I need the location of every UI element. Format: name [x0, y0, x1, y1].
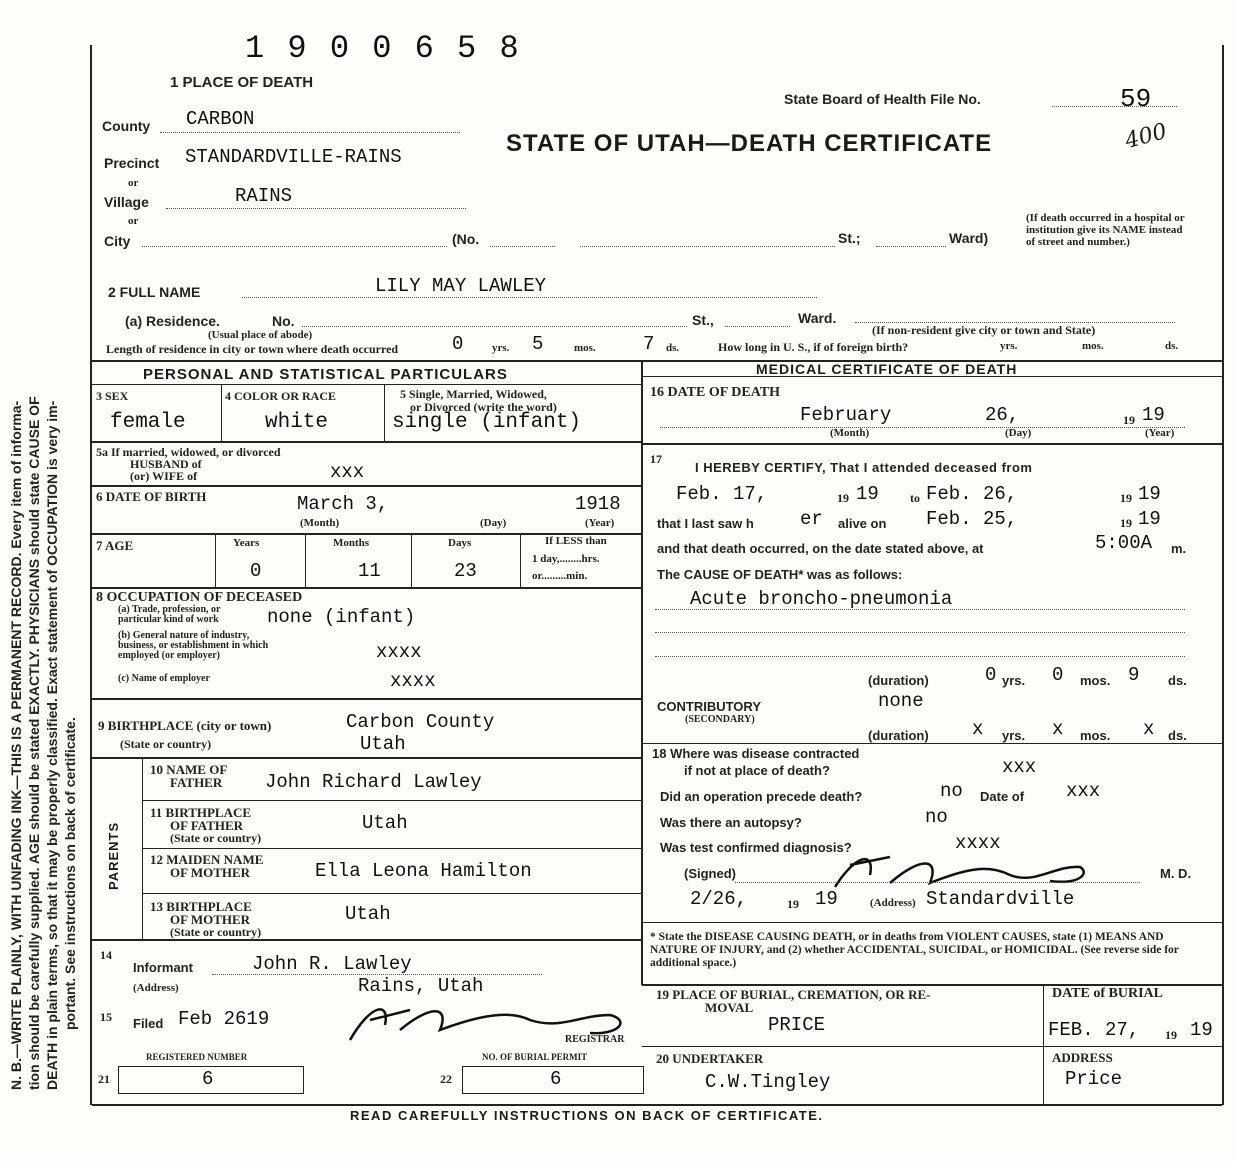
- dur2-yrs-label: yrs.: [1002, 728, 1026, 743]
- usual-place-note: (Usual place of abode): [208, 329, 313, 341]
- dur-yrs-label: yrs.: [1002, 673, 1026, 688]
- place-of-death-label: 1 PLACE OF DEATH: [170, 74, 314, 91]
- death-year: 19: [1142, 404, 1165, 426]
- dur2-mos-value: x: [1052, 718, 1064, 740]
- or-2: or: [128, 215, 139, 227]
- birthplace-state-caption: (State or country): [120, 737, 212, 751]
- from-year: 19: [856, 483, 879, 505]
- corner-note: 400: [1122, 118, 1170, 155]
- certify-text: I HEREBY CERTIFY, That I attended deceased from: [695, 460, 1033, 475]
- length-yrs-value: 0: [452, 333, 464, 355]
- dur-mos-value: 0: [1052, 664, 1064, 686]
- operation-label: Did an operation precede death?: [660, 789, 863, 804]
- alive-year: 19: [1138, 508, 1161, 530]
- spouse-value: xxx: [330, 461, 365, 483]
- color-value: white: [265, 411, 329, 434]
- city-label: City: [104, 233, 131, 249]
- burial-address-label: ADDRESS: [1052, 1050, 1113, 1065]
- signed-address-label: (Address): [870, 897, 916, 909]
- length-residence-label: Length of residence in city or town where death occurred: [106, 342, 399, 356]
- age-months: 11: [358, 560, 381, 582]
- dob-month: March 3,: [297, 493, 389, 515]
- signed-label: (Signed): [684, 866, 736, 881]
- length-ds-value: 7: [643, 333, 655, 355]
- signed-year-prefix: 19: [787, 897, 799, 911]
- village-label: Village: [104, 194, 149, 210]
- last-saw-label: that I last saw h: [657, 516, 754, 531]
- spouse-label-3: (or) WIFE of: [130, 469, 198, 483]
- duration-label-2: (duration): [868, 728, 929, 743]
- sex-label: 3 SEX: [96, 389, 129, 403]
- father-birthplace-label-3: (State or country): [170, 831, 262, 845]
- date-of-label: Date of: [980, 789, 1025, 804]
- burial-prefix: 22: [440, 1072, 452, 1086]
- death-day-caption: (Day): [1005, 427, 1032, 439]
- contributory-label: CONTRIBUTORY: [657, 699, 761, 714]
- m-label: m.: [1171, 541, 1187, 556]
- undertaker-value: C.W.Tingley: [705, 1071, 831, 1093]
- certificate-title: STATE OF UTAH—DEATH CERTIFICATE: [506, 130, 993, 157]
- dob-year: 1918: [575, 493, 621, 515]
- mother-label-1: 12 MAIDEN NAME: [150, 852, 264, 867]
- dur2-mos-label: mos.: [1080, 728, 1111, 743]
- secondary-label: (SECONDARY): [685, 714, 755, 725]
- signed-date: 2/26,: [690, 888, 748, 910]
- frame-right: [1222, 45, 1224, 1105]
- contracted-label-2: if not at place of death?: [684, 763, 830, 778]
- medical-footnote: * State the DISEASE CAUSING DEATH, or in deaths from VIOLENT CAUSES, state (1) MEANS AND NATURE OF INJURY, and (2) whether ACCIDENTAL, SUICIDAL, or HOMICIDAL. (See reverse side for additional space.): [650, 931, 1179, 969]
- to-year-prefix: 19: [1120, 491, 1132, 505]
- length-yrs: yrs.: [492, 342, 510, 354]
- length-mos-value: 5: [532, 333, 544, 355]
- dur2-ds-value: x: [1143, 718, 1155, 740]
- dob-day-caption: (Day): [480, 517, 507, 529]
- sidebar-line-4: portant. See instructions on back of certificate.: [62, 717, 78, 1030]
- informant-label: Informant: [133, 960, 193, 975]
- death-year-prefix: 19: [1123, 413, 1135, 427]
- sidebar-line-1: N. B.—WRITE PLAINLY, WITH UNFADING INK—THIS IS A PERMANENT RECORD. Every item of informa-: [8, 400, 24, 1090]
- spouse-label-1: 5a If married, widowed, or divorced: [96, 445, 281, 459]
- duration-label-1: (duration): [868, 673, 929, 688]
- us-yrs: yrs.: [1000, 340, 1018, 352]
- death-date-label: 16 DATE OF DEATH: [650, 385, 781, 400]
- burial-place-value: PRICE: [768, 1014, 826, 1036]
- us-mos: mos.: [1082, 340, 1104, 352]
- autopsy-label: Was there an autopsy?: [660, 815, 802, 830]
- father-value: John Richard Lawley: [265, 771, 482, 793]
- file-no-value: 59: [1120, 84, 1152, 114]
- burial-year: 19: [1190, 1019, 1213, 1041]
- occupation-b-value: xxxx: [376, 641, 422, 663]
- contributory-value: none: [878, 690, 924, 712]
- father-label-1: 10 NAME OF: [150, 762, 228, 777]
- mother-birthplace-label-2: OF MOTHER: [170, 912, 251, 927]
- father-birthplace-label-2: OF FATHER: [170, 818, 244, 833]
- death-month-caption: (Month): [830, 427, 870, 439]
- frame-left: [90, 45, 92, 1105]
- signed-year: 19: [815, 888, 838, 910]
- mother-birthplace-label-1: 13 BIRTHPLACE: [150, 899, 252, 914]
- to-date: Feb. 26,: [926, 483, 1018, 505]
- father-birthplace-value: Utah: [362, 812, 408, 834]
- test-label: Was test confirmed diagnosis?: [660, 840, 852, 855]
- sex-value: female: [110, 411, 186, 434]
- test-value: xxxx: [955, 832, 1001, 854]
- hospital-note: (If death occurred in a hospital or institution give its NAME instead of street and number.): [1026, 212, 1185, 248]
- burial-permit-label: NO. OF BURIAL PERMIT: [482, 1052, 588, 1062]
- dob-month-caption: (Month): [300, 517, 340, 529]
- marital-label-1: 5 Single, Married, Widowed,: [400, 387, 547, 401]
- age-years: 0: [250, 560, 262, 582]
- registrar-label: REGISTRAR: [565, 1034, 625, 1045]
- registered-number-value: 6: [202, 1068, 214, 1090]
- us-ds: ds.: [1165, 340, 1179, 352]
- burial-address-value: Price: [1065, 1068, 1123, 1090]
- occupation-c-value: xxxx: [390, 670, 436, 692]
- from-year-prefix: 19: [837, 491, 849, 505]
- footer-instructions: READ CAREFULLY INSTRUCTIONS ON BACK OF CERTIFICATE.: [350, 1108, 824, 1123]
- county-label: County: [102, 118, 151, 134]
- time-value: 5:00A: [1095, 532, 1153, 554]
- less-than-1: If LESS than: [545, 535, 607, 547]
- filed-num: 15: [100, 1010, 112, 1024]
- birthplace-city: Carbon County: [346, 711, 495, 733]
- stamp-number: 1 9 0 0 6 5 8: [245, 30, 521, 67]
- burial-place-label-2: MOVAL: [705, 1000, 754, 1015]
- residence-no: No.: [272, 313, 295, 329]
- burial-date-value: FEB. 27,: [1048, 1019, 1140, 1041]
- alive-year-prefix: 19: [1120, 516, 1132, 530]
- md-label: M. D.: [1160, 866, 1192, 881]
- dur-yrs-value: 0: [985, 664, 997, 686]
- dur-mos-label: mos.: [1080, 673, 1111, 688]
- to-label: to: [910, 491, 920, 505]
- burial-place-label-1: 19 PLACE OF BURIAL, CREMATION, OR RE-: [656, 987, 931, 1002]
- days-caption: Days: [448, 537, 472, 549]
- num-17: 17: [650, 452, 662, 466]
- age-days: 23: [454, 560, 477, 582]
- cause-label: The CAUSE OF DEATH* was as follows:: [657, 567, 903, 582]
- ward-label: Ward): [949, 230, 989, 246]
- dur2-yrs-value: x: [972, 718, 984, 740]
- filed-value: Feb 2619: [178, 1008, 270, 1030]
- date-of-value: xxx: [1066, 780, 1101, 802]
- mother-label-2: OF MOTHER: [170, 865, 251, 880]
- age-label: 7 AGE: [96, 538, 134, 553]
- death-month: February: [800, 404, 892, 426]
- dur-ds-value: 9: [1128, 664, 1140, 686]
- burial-date-label: DATE of BURIAL: [1052, 986, 1163, 1001]
- no-label: (No.: [452, 231, 480, 247]
- from-date: Feb. 17,: [676, 483, 768, 505]
- marital-label-2: or Divorced (write the word): [410, 400, 557, 414]
- informant-address-label: (Address): [133, 982, 179, 994]
- contracted-value: xxx: [1002, 756, 1037, 778]
- dob-year-caption: (Year): [585, 517, 615, 529]
- precinct-label: Precinct: [104, 155, 160, 171]
- occupation-c-label: (c) Name of employer: [118, 673, 210, 684]
- father-birthplace-label-1: 11 BIRTHPLACE: [150, 805, 252, 820]
- alive-on-label: alive on: [838, 516, 887, 531]
- dur2-ds-label: ds.: [1168, 728, 1187, 743]
- us-label: How long in U. S., if of foreign birth?: [718, 340, 909, 354]
- mother-birthplace-label-3: (State or country): [170, 925, 262, 939]
- length-ds: ds.: [666, 342, 680, 354]
- death-year-caption: (Year): [1145, 427, 1175, 439]
- registered-number-label: REGISTERED NUMBER: [146, 1052, 248, 1062]
- sidebar-line-2: tion should be carefully supplied. AGE should be stated EXACTLY. PHYSICIANS should state CAUSE OF: [26, 396, 42, 1090]
- years-caption: Years: [233, 537, 260, 549]
- informant-value: John R. Lawley: [252, 953, 412, 975]
- registered-prefix: 21: [98, 1072, 110, 1086]
- medical-section-title: MEDICAL CERTIFICATE OF DEATH: [756, 361, 1018, 377]
- file-no-label: State Board of Health File No.: [784, 91, 981, 107]
- father-label-2: FATHER: [170, 775, 223, 790]
- alive-date: Feb. 25,: [926, 508, 1018, 530]
- full-name-value: LILY MAY LAWLEY: [375, 275, 547, 297]
- occurred-label: and that death occurred, on the date stated above, at: [657, 541, 984, 556]
- birthplace-label: 9 BIRTHPLACE (city or town): [98, 718, 272, 733]
- less-than-2: 1 day,........hrs.: [532, 553, 600, 565]
- birthplace-country: Utah: [360, 733, 406, 755]
- village-value: RAINS: [235, 185, 293, 207]
- full-name-label: 2 FULL NAME: [108, 284, 201, 300]
- undertaker-label: 20 UNDERTAKER: [656, 1051, 764, 1066]
- parents-label: PARENTS: [106, 821, 121, 890]
- signed-address-value: Standardville: [926, 888, 1075, 910]
- dur-ds-label: ds.: [1168, 673, 1187, 688]
- color-label: 4 COLOR OR RACE: [225, 389, 337, 403]
- cause-value: Acute broncho-pneumonia: [690, 588, 953, 610]
- precinct-value: STANDARDVILLE-RAINS: [185, 146, 402, 168]
- occupation-label: 8 OCCUPATION OF DECEASED: [96, 590, 303, 605]
- to-year: 19: [1138, 483, 1161, 505]
- contracted-label-1: 18 Where was disease contracted: [652, 746, 860, 761]
- length-mos: mos.: [574, 342, 596, 354]
- residence-ward: Ward.: [798, 310, 837, 326]
- county-value: CARBON: [186, 108, 255, 130]
- residence-label: (a) Residence.: [125, 313, 220, 329]
- burial-permit-value: 6: [550, 1068, 562, 1090]
- st-label: St.;: [838, 230, 861, 246]
- operation-value: no: [940, 780, 963, 802]
- burial-year-prefix: 19: [1165, 1028, 1177, 1042]
- last-saw-her: er: [800, 508, 823, 530]
- marital-value: single (infant): [392, 411, 582, 434]
- filed-label: Filed: [133, 1016, 164, 1031]
- residence-st: St.,: [692, 312, 714, 328]
- sidebar-line-3: DEATH in plain terms, so that it may be properly classified. Exact statement of OCCUPATION is very im-: [44, 400, 60, 1090]
- death-day: 26,: [985, 404, 1020, 426]
- spouse-label-2: HUSBAND of: [130, 457, 202, 471]
- autopsy-value: no: [925, 806, 948, 828]
- mother-value: Ella Leona Hamilton: [315, 860, 532, 882]
- mother-birthplace-value: Utah: [345, 903, 391, 925]
- less-than-3: or.........min.: [532, 570, 588, 582]
- or-1: or: [128, 177, 139, 189]
- occupation-a-value: none (infant): [267, 606, 416, 628]
- nonresident-note: (If non-resident give city or town and State): [872, 323, 1096, 337]
- occupation-b-label: (b) General nature of industry, business, or establishment in which employed (or employer): [118, 630, 269, 661]
- personal-section-title: PERSONAL AND STATISTICAL PARTICULARS: [143, 366, 508, 383]
- informant-num: 14: [100, 948, 112, 962]
- dob-label: 6 DATE OF BIRTH: [96, 489, 207, 504]
- occupation-a-label: (a) Trade, profession, or particular kind of work: [118, 604, 221, 625]
- informant-address-value: Rains, Utah: [358, 975, 484, 997]
- months-caption: Months: [333, 537, 370, 549]
